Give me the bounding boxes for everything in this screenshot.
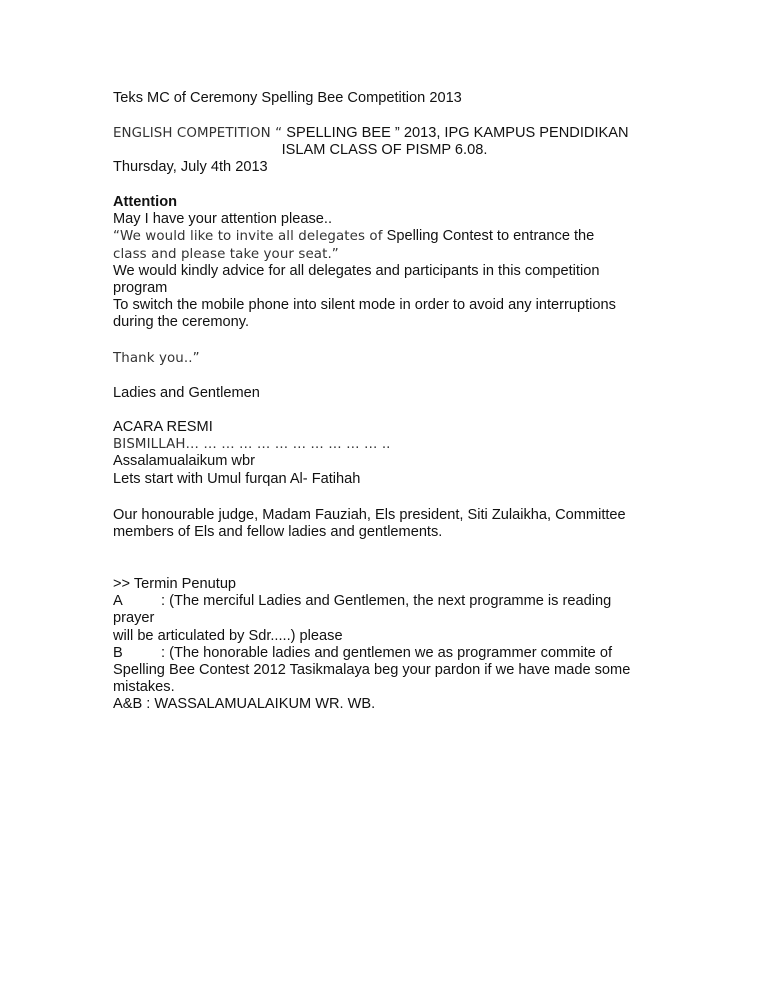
competition-heading <box>113 125 673 159</box>
attention-line-2b: Spelling Contest to entrance the <box>382 228 595 245</box>
acara-title: ACARA RESMI <box>113 419 213 435</box>
closing-a-line <box>113 593 673 610</box>
closing-a-line-2: prayer <box>113 610 155 627</box>
honour-section <box>113 507 673 541</box>
speaker-a-label: A <box>113 593 123 610</box>
speaker-a-text: : (The merciful Ladies and Gentlemen, the next programme is reading <box>161 593 612 610</box>
closing-a-line-3: will be articulated by Sdr.....) please <box>113 627 343 644</box>
honour-line-1: Our honourable judge, Madam Fauziah, Els president, Siti Zulaikha, Committee <box>113 507 626 523</box>
attention-line-4: We would kindly advice for all delegates and participants in this competition <box>113 262 600 279</box>
honour-line-2: members of Els and fellow ladies and gentlements. <box>113 524 443 541</box>
event-date: Thursday, July 4th 2013 <box>113 159 268 175</box>
attention-line-5: program <box>113 280 168 297</box>
bismillah-text: BISMILLAH… … … … … … … … … … … .. <box>113 437 391 453</box>
heading-part-1: ENGLISH COMPETITION “ <box>113 126 283 141</box>
heading-line-2: ISLAM CLASS OF PISMP 6.08. <box>281 142 488 159</box>
speaker-b-label: B <box>113 644 123 661</box>
speaker-b-text: : (The honorable ladies and gentlemen we as programmer commite of <box>161 644 613 661</box>
closing-title: >> Termin Penutup <box>113 576 237 592</box>
closing-section <box>113 576 673 714</box>
acara-section <box>113 419 673 488</box>
attention-line-1: May I have your attention please.. <box>113 211 333 228</box>
attention-line-2a: “We would like to invite all delegates of <box>113 229 383 245</box>
attention-line-3: class and please take your seat.” <box>113 246 339 262</box>
document-title: Teks MC of Ceremony Spelling Bee Competition 2013 <box>113 90 462 106</box>
heading-part-2: SPELLING BEE ” 2013, IPG KAMPUS PENDIDIKAN <box>282 125 629 141</box>
closing-b-line <box>113 645 673 662</box>
attention-line-6: To switch the mobile phone into silent mode in order to avoid any interruptions <box>113 297 616 314</box>
closing-b-line-2: Spelling Bee Contest 2012 Tasikmalaya beg your pardon if we have made some <box>113 662 631 679</box>
fatihah-text: Lets start with Umul furqan Al- Fatihah <box>113 470 361 487</box>
ladies-gentlemen-text: Ladies and Gentlemen <box>113 385 260 401</box>
thank-you-text: Thank you..” <box>113 351 200 366</box>
attention-line-2 <box>113 228 673 245</box>
salam-text: Assalamualaikum wbr <box>113 453 255 470</box>
closing-b-line-3: mistakes. <box>113 679 175 696</box>
attention-line-7: during the ceremony. <box>113 314 250 331</box>
attention-section <box>113 194 673 332</box>
attention-title: Attention <box>113 194 178 210</box>
closing-ab-line: A&B : WASSALAMUALAIKUM WR. WB. <box>113 696 376 713</box>
